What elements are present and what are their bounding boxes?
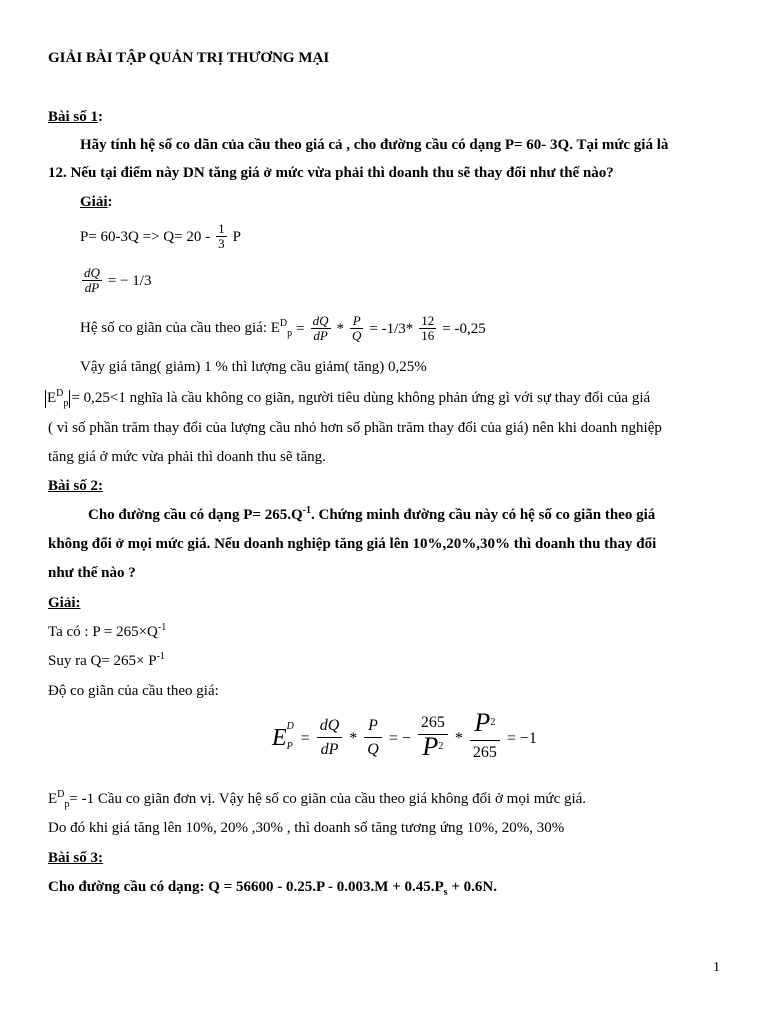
fraction-numerator: dQ xyxy=(84,265,100,280)
superscript: -1 xyxy=(157,622,167,633)
price-symbol: P xyxy=(474,708,491,737)
fraction-numerator: 1 xyxy=(218,221,225,236)
fraction-numerator: P xyxy=(350,314,363,329)
fraction-denominator: 3 xyxy=(218,236,225,251)
superscript: -1 xyxy=(302,505,311,516)
solution-label-text: Giải xyxy=(80,194,108,210)
multiply-sign: * xyxy=(454,729,463,747)
fraction-denominator: dP xyxy=(320,741,339,758)
fraction-denominator: dP xyxy=(313,328,328,343)
formula-label-text: Hệ số co giãn của cầu theo giá: E xyxy=(80,319,280,336)
formula-result: = −1 xyxy=(506,729,537,747)
fraction-denominator: 265 xyxy=(472,744,497,761)
formula-result: = -0,25 xyxy=(442,320,486,337)
fraction xyxy=(419,314,436,343)
page-number: 1 xyxy=(713,960,720,975)
fraction xyxy=(364,715,382,762)
formula-elasticity-proof xyxy=(272,708,537,765)
formula-text: P= 60-3Q => Q= 20 - xyxy=(80,228,211,245)
step-text: Ta có : P = 265×Q xyxy=(48,624,158,640)
exercise-2-step-3: Độ co giãn của cầu theo giá: xyxy=(48,683,219,699)
formula-text: = -1/3* xyxy=(369,320,414,337)
question-text: + 0.6N. xyxy=(447,879,497,895)
exercise-2-conclusion-2: Do đó khi giá tăng lên 10%, 20% ,30% , thì doanh số tăng tương ứng 10%, 20%, 30% xyxy=(48,820,565,836)
formula-derivative xyxy=(80,266,151,295)
fraction xyxy=(317,715,343,762)
fraction xyxy=(350,314,363,343)
exercise-1-conclusion-1: Vậy giá tăng( giảm) 1 % thì lượng cầu giảm( tăng) 0,25% xyxy=(80,359,427,375)
exercise-3-question xyxy=(48,877,497,899)
multiply-sign: * xyxy=(349,729,358,747)
document-title: GIẢI BÀI TẬP QUẢN TRỊ THƯƠNG MẠI xyxy=(48,50,330,66)
exercise-1-conclusion-3: ( vì số phần trăm thay đổi của lượng cầu nhỏ hơn số phần trăm thay đổi của giá) nên khi doanh nghiệp xyxy=(48,420,662,436)
subscript: p xyxy=(287,327,293,339)
question-text: Cho đường cầu có dạng P= 265.Q xyxy=(88,507,303,523)
elasticity-symbol: E xyxy=(272,725,287,751)
fraction-numerator: 12 xyxy=(421,313,435,328)
subscript: p xyxy=(63,398,69,409)
price-symbol: P xyxy=(422,732,439,761)
exercise-1-heading-colon: : xyxy=(98,109,104,125)
question-text: . Chứng minh đường cầu này có hệ số co giãn theo giá xyxy=(310,507,656,523)
superscript: D xyxy=(279,317,288,329)
fraction xyxy=(470,708,500,765)
exercise-2-heading: Bài số 2: xyxy=(48,478,104,494)
fraction-numerator: dQ xyxy=(312,313,329,328)
subscript: p xyxy=(64,799,70,810)
exercise-1-conclusion-2 xyxy=(44,388,650,410)
fraction-numerator: P xyxy=(364,715,382,738)
exercise-1-solution-label xyxy=(80,192,113,212)
fraction-numerator: dQ xyxy=(317,715,343,738)
formula-text: = − 1/3 xyxy=(107,272,152,289)
fraction-numerator: 265 xyxy=(418,712,448,735)
exercise-2-conclusion-1 xyxy=(48,789,586,811)
exercise-2-question-line-3: như thế nào ? xyxy=(48,565,136,581)
multiply-sign: * xyxy=(336,320,345,337)
fraction-denominator: Q xyxy=(352,328,362,343)
exercise-2-question-line-2: không đổi ở mọi mức giá. Nếu doanh nghiệp tăng giá lên 10%,20%,30% thì doanh thu thay đổi xyxy=(48,536,657,552)
solution-label-colon: : xyxy=(107,194,113,210)
superscript: -1 xyxy=(156,651,165,662)
question-text: Cho đường cầu có dạng: Q = 56600 - 0.25.P - 0.003.M + 0.45.P xyxy=(48,879,444,895)
superscript: D xyxy=(56,388,64,399)
elasticity-symbol: E xyxy=(47,390,57,406)
exercise-3-heading: Bài số 3: xyxy=(48,850,104,866)
equals-sign: = xyxy=(300,729,310,747)
exercise-2-step-2 xyxy=(48,651,165,673)
fraction xyxy=(418,712,448,765)
exercise-2-question-line-1 xyxy=(88,505,655,527)
fraction-denominator: dP xyxy=(84,280,100,295)
exercise-2-solution-label: Giải: xyxy=(48,595,81,611)
formula-label xyxy=(80,318,292,340)
fraction-denominator: 16 xyxy=(421,328,435,343)
formula-demand-inverse xyxy=(80,222,241,251)
subscript: P xyxy=(286,740,293,752)
fraction-denominator xyxy=(418,732,448,765)
superscript: 2 xyxy=(438,741,444,752)
exercise-1-heading xyxy=(48,107,103,127)
fraction xyxy=(82,266,102,295)
conclusion-text: = 0,25<1 nghĩa là cầu không co giãn, người tiêu dùng không phản ứng gì với sự thay đổi của giá xyxy=(71,390,651,406)
exercise-2-step-1 xyxy=(48,622,166,644)
exercise-1-question-line-2: 12. Nếu tại điểm này DN tăng giá ở mức vừa phải thì doanh thu sẽ thay đổi như thế nào? xyxy=(48,165,614,181)
fraction xyxy=(216,222,227,251)
equals-sign: = xyxy=(296,320,305,337)
superscript: 2 xyxy=(490,717,496,728)
formula-text: P xyxy=(232,228,241,245)
superscript: D xyxy=(57,789,65,800)
formula-text: = − xyxy=(388,729,411,747)
exercise-1-question-line-1: Hãy tính hệ số co dãn của cầu theo giá cả , cho đường cầu có dạng P= 60- 3Q. Tại mức giá là xyxy=(80,137,669,153)
conclusion-text: = -1 Cầu co giãn đơn vị. Vậy hệ số co giãn của cầu theo giá không đổi ở mọi mức giá. xyxy=(69,791,587,807)
subscript: s xyxy=(443,887,448,898)
fraction xyxy=(311,314,331,343)
superscript: D xyxy=(286,720,294,732)
exercise-1-conclusion-4: tăng giá ở mức vừa phải thì doanh thu sẽ tăng. xyxy=(48,449,326,465)
formula-elasticity xyxy=(80,314,486,343)
fraction-denominator: Q xyxy=(367,741,379,758)
elasticity-symbol: E xyxy=(48,791,58,807)
abs-bar-left xyxy=(45,390,46,408)
step-text: Suy ra Q= 265× P xyxy=(48,653,157,669)
fraction-numerator xyxy=(470,708,500,741)
exercise-1-heading-text: Bài số 1 xyxy=(48,109,99,125)
